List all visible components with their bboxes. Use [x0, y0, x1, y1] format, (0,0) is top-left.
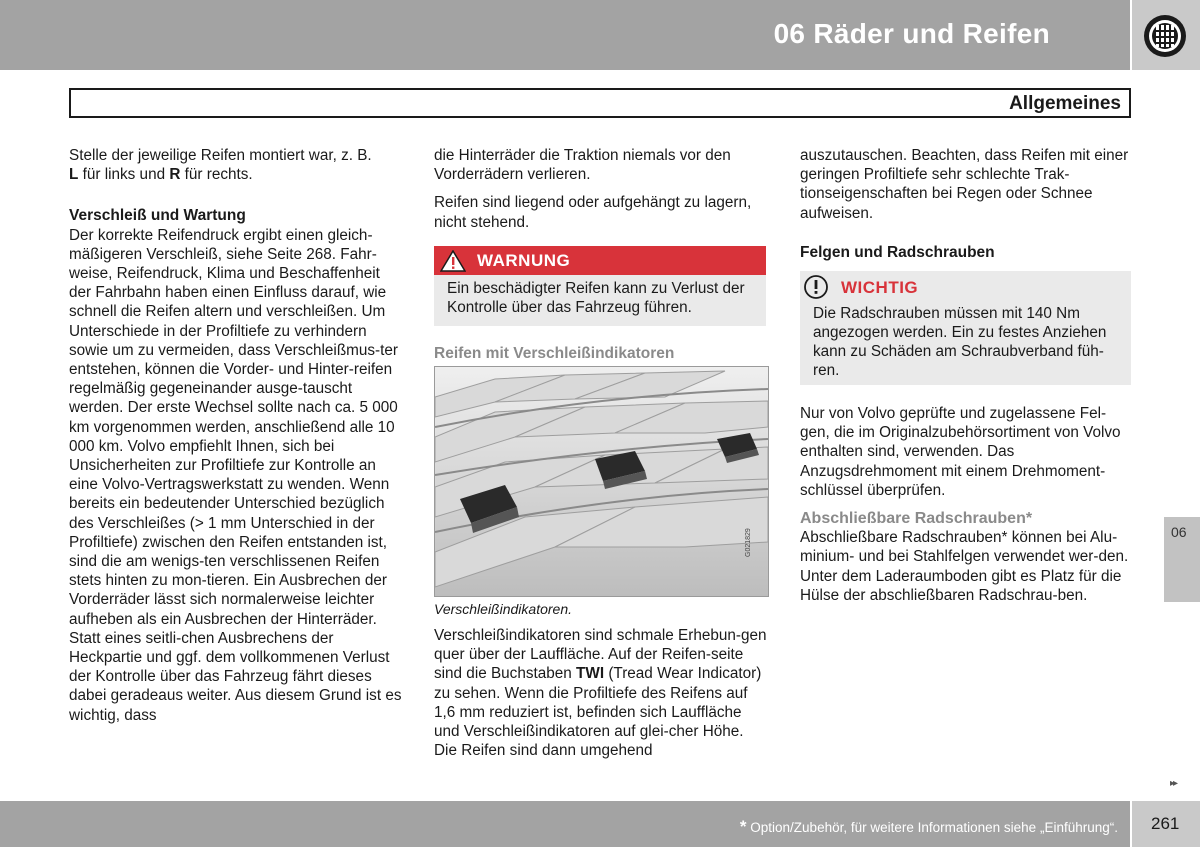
column-2 [434, 146, 769, 232]
approved-rims-paragraph: Nur von Volvo geprüfte und zugelassene Fel-gen, die im Originalzubehörsortiment von Volvo enthalten sind, verwenden. Das Anzugsdrehmoment mit einem Drehmoment-schlüssel überprüfen. [800, 405, 1121, 499]
intro-paragraph [69, 146, 404, 184]
page-number: 261 [1151, 814, 1180, 833]
column-3-lower [800, 404, 1135, 605]
section-header-box [69, 88, 1131, 118]
footer-note-text: Option/Zubehör, für weitere Informationen siehe „Einführung“. [746, 820, 1118, 835]
wear-indicators-text-end: (Tread Wear Indicator) zu sehen. Wenn die Profiltiefe des Reifens auf 1,6 mm reduziert ist, befinden sich Lauffläche und Verschleißindikatoren auf glei-cher Höhe. Die Reifen sind dann umgehend [434, 665, 762, 760]
footer-bar [0, 801, 1130, 847]
heading-rims-bolts: Felgen und Radschrauben [800, 243, 995, 261]
tire-tread-figure [434, 366, 769, 597]
warning-label: WARNUNG [477, 251, 571, 270]
column-1 [69, 146, 404, 725]
intro-letter-l: L [69, 166, 79, 184]
heading-locking-bolts: Abschließbare Radschrauben* [800, 510, 1033, 528]
tire-tread-illustration [435, 367, 768, 596]
figure-caption: Verschleißindikatoren. [434, 601, 572, 617]
heading-wear-indicators: Reifen mit Verschleißindikatoren [434, 345, 675, 362]
figure-code: G021829 [745, 528, 752, 557]
important-box [800, 271, 1131, 385]
page-number-box [1132, 801, 1200, 847]
important-text: Die Radschrauben müssen mit 140 Nm angezogen werden. Ein zu festes Anziehen kann zu Schäden am Schraubverband füh-ren. [813, 305, 1107, 379]
intro-letter-r: R [169, 166, 181, 184]
warning-text: Ein beschädigter Reifen kann zu Verlust der Kontrolle über das Fahrzeug führen. [447, 280, 745, 316]
important-bar [800, 271, 1131, 302]
footer-asterisk: * [739, 817, 747, 836]
traction-paragraph: die Hinterräder die Traktion niemals vor den Vorderrädern verlieren. [434, 147, 731, 184]
exclamation-circle-icon [803, 274, 829, 300]
section-title: Allgemeines [1009, 93, 1121, 114]
wear-indicators-body [434, 626, 769, 760]
intro-mid: für links und [78, 166, 170, 184]
chapter-icon-box [1132, 0, 1200, 70]
column-3 [800, 146, 1135, 262]
storage-paragraph: Reifen sind liegend oder aufgehängt zu lagern, nicht stehend. [434, 194, 752, 231]
wear-maintenance-body: Der korrekte Reifendruck ergibt einen gleich-mäßigeren Verschleiß, siehe Seite 268. Fahr-weise, Reifendruck, Klima und Beschaffenheit der Fahrbahn haben einen Einfluss darauf, wie schnell die Reifen altern und verschleißen. Um Unterschiede in der Profiltiefe zu verhindern sowie um zu vermeiden, dass Verschleißmus-ter entstehen, können die Vorder- und Hinter-reifen regelmäßig gegeneinander ausge-tauscht werden. Der erste Wechsel sollte nach ca. 5 000 km vorgenommen werden, anschließend alle 10 000 km. Volvo empfiehlt Ihnen, sich bei Unsicherheiten zur Profiltiefe zur Kontrolle an eine Volvo-Vertragswerkstatt zu wenden. Wenn bereits ein bedeutender Unterschied bezüglich des Verschleißes (> 1 mm Unterschied in der Profiltiefe) zwischen den Reifen entstanden ist, sind die am wenigs-ten verschlissenen Reifen stets hinten zu mon-tieren. Ein Ausbrechen der Vorderräder lässt sich normalerweise leichter aufheben als ein Ausbrechen der Hinterräder. Statt eines seitli-chen Ausbrechens der Heckpartie und ggf. dem vollkommenen Verlust der Kontrolle über das Fahrzeug fährt dieses dabei geradeaus weiter. Aus diesem Grund ist es wichtig, dass [69, 226, 402, 724]
continue-arrows-icon: ▸▸ [1170, 778, 1177, 789]
warning-triangle-icon [440, 250, 466, 272]
locking-bolts-paragraph: Abschließbare Radschrauben* können bei Alu-minium- und bei Stahlfelgen verwendet wer-den. Unter dem Laderaumboden gibt es Platz für die Hülse der abschließbaren Radschrau-ben. [800, 529, 1129, 604]
chapter-side-tab-label: 06 [1171, 524, 1187, 540]
heading-wear-maintenance: Verschleiß und Wartung [69, 207, 246, 225]
tire-icon [1142, 13, 1188, 59]
intro-text: Stelle der jeweilige Reifen montiert war, z. B. [69, 147, 372, 164]
footer-note [740, 817, 1118, 837]
wear-indicators-paragraph [434, 626, 769, 760]
twi-label: TWI [576, 665, 605, 683]
warning-box [434, 246, 766, 326]
chapter-header-bar [0, 0, 1130, 70]
warning-bar [434, 246, 766, 275]
wear-indicators-text-start: Verschleißindikatoren sind schmale Erhebun-gen quer über der Lauffläche. Auf der Reifen-seite sind die Buchstaben [434, 627, 767, 683]
chapter-title: 06 Räder und Reifen [773, 18, 1050, 49]
chapter-side-tab [1164, 517, 1200, 602]
replace-paragraph: auszutauschen. Beachten, dass Reifen mit einer geringen Profiltiefe sehr schlechte Trak-tionseigenschaften bei Regen oder Schnee aufweisen. [800, 147, 1129, 222]
important-label: WICHTIG [841, 278, 919, 297]
intro-end: für rechts. [180, 166, 253, 184]
